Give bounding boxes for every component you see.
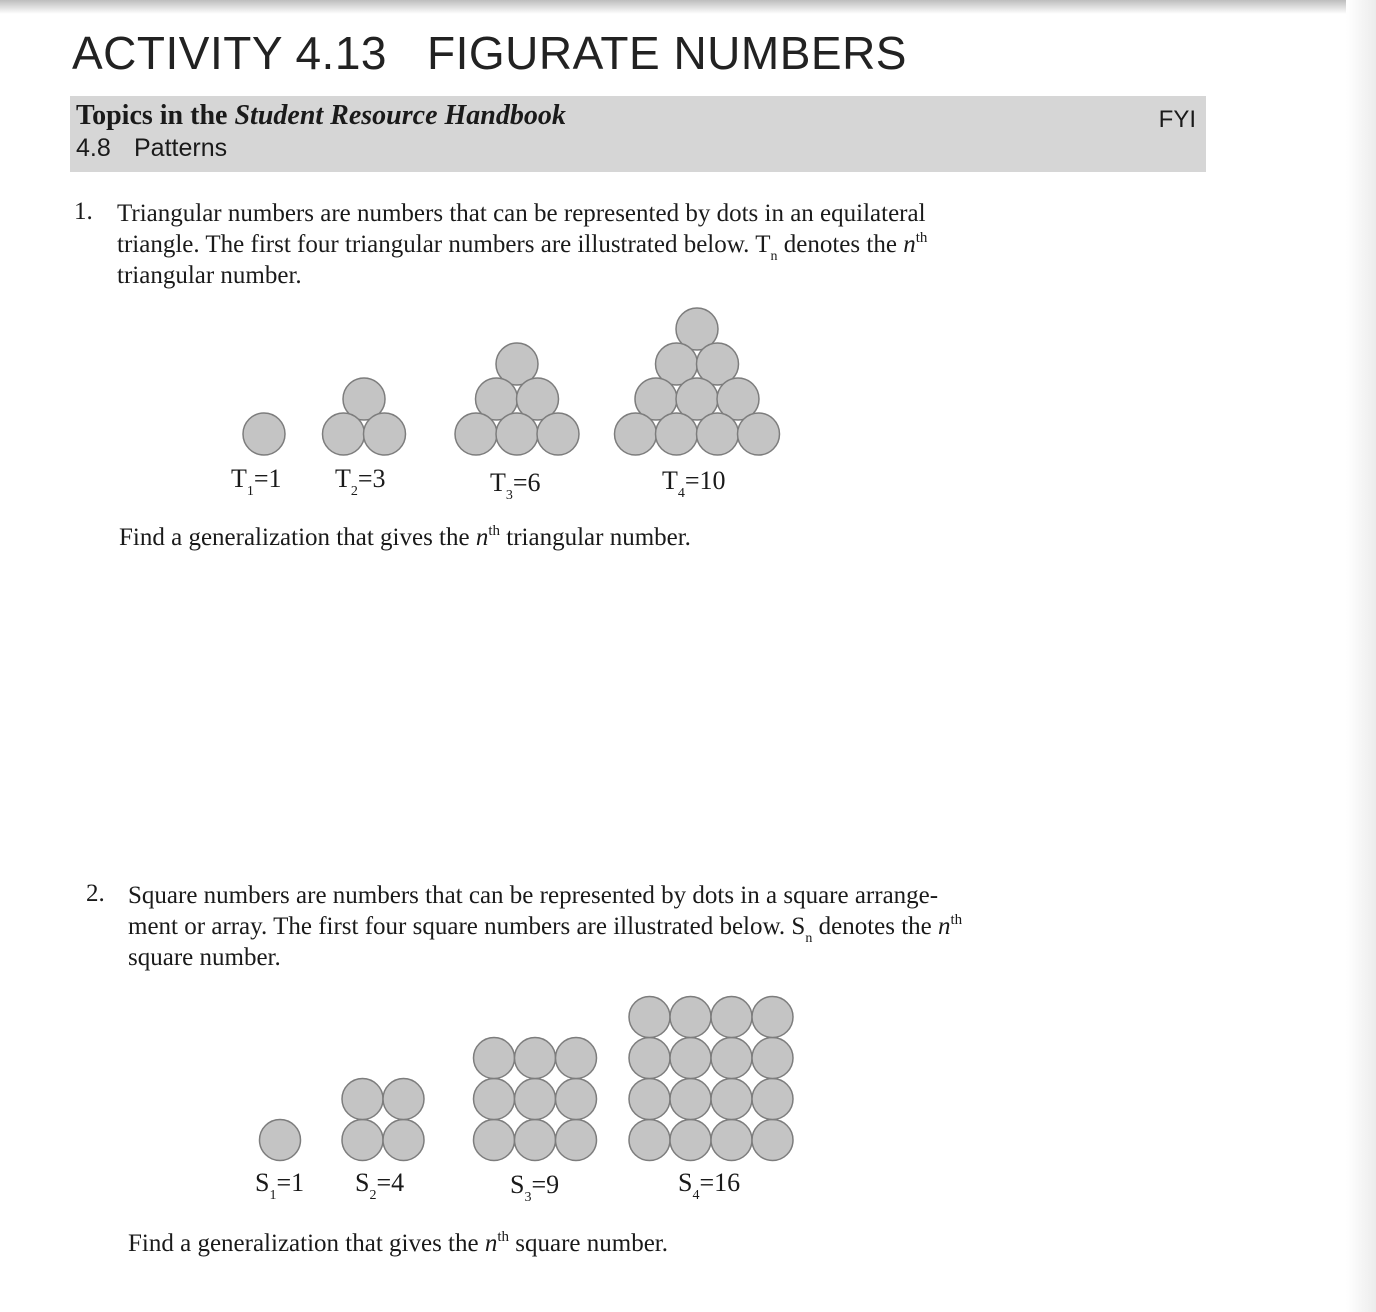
handbook-title: Student Resource Handbook xyxy=(234,100,566,131)
square-dot xyxy=(556,1079,597,1120)
label-t1: $T_1=1$ xyxy=(231,464,282,499)
square-dot xyxy=(474,1120,515,1161)
triangular-dot xyxy=(697,413,739,455)
square-dot xyxy=(629,1079,670,1120)
triangular-dot xyxy=(455,413,497,455)
label-t4: $T_4=10$ xyxy=(662,466,726,501)
question-1-number: 1. xyxy=(74,198,93,225)
square-dot xyxy=(342,1079,383,1120)
triangular-dot xyxy=(615,413,657,455)
square-dot xyxy=(629,1120,670,1161)
question-2-number: 2. xyxy=(86,880,105,907)
square-dot xyxy=(515,1038,556,1079)
question-1-prompt: Find a generalization that gives the $n^{th}$ triangular number. xyxy=(119,523,691,551)
square-dot xyxy=(556,1120,597,1161)
square-dot xyxy=(670,1079,711,1120)
square-dot xyxy=(670,1120,711,1161)
square-dot xyxy=(260,1120,301,1161)
page-edge-shadow xyxy=(1346,0,1376,1312)
square-dot xyxy=(474,1079,515,1120)
square-dot xyxy=(711,1038,752,1079)
triangular-dot xyxy=(656,413,698,455)
label-s2: $S_2=4$ xyxy=(355,1168,405,1203)
square-dot xyxy=(342,1120,383,1161)
question-2-prompt: Find a generalization that gives the $n^{th}$ square number. xyxy=(128,1229,668,1257)
square-dot xyxy=(383,1079,424,1120)
activity-number: ACTIVITY 4.13 xyxy=(72,27,388,79)
topic-reference xyxy=(76,134,227,163)
label-s4: $S_4=16$ xyxy=(678,1168,741,1203)
label-t2: $T_2=3$ xyxy=(335,464,386,499)
question-1-text: Triangular numbers are numbers that can be represented by dots in an equilateral triangle. The first four triangular numbers are illustrated below. $T_n$ denotes the $n^{th}$ triangular number. xyxy=(117,200,928,289)
square-dot xyxy=(752,1038,793,1079)
label-s1: $S_1=1$ xyxy=(255,1168,305,1203)
triangular-dot xyxy=(243,413,285,455)
label-t3: $T_3=6$ xyxy=(490,468,541,503)
square-dot xyxy=(515,1079,556,1120)
topic-number: 4.8 xyxy=(76,134,111,162)
triangular-dot-figures xyxy=(200,290,820,470)
square-dot xyxy=(670,997,711,1038)
page-top-shadow xyxy=(0,0,1376,14)
triangular-dot xyxy=(738,413,780,455)
triangular-dot xyxy=(496,413,538,455)
square-dot xyxy=(711,997,752,1038)
question-2-text: Square numbers are numbers that can be represented by dots in a square arrange- ment or array. The first four square numbers are illustrated below. $S_n$ denotes the $n^{th}$ square number. xyxy=(128,882,963,971)
square-dot xyxy=(670,1038,711,1079)
fyi-label: FYI xyxy=(1158,106,1196,133)
square-dot xyxy=(474,1038,515,1079)
label-s3: $S_3=9$ xyxy=(510,1170,560,1205)
topic-label: Patterns xyxy=(134,134,228,162)
topics-heading: Topics in the Student Resource Handbook xyxy=(76,100,566,131)
triangular-dot xyxy=(537,413,579,455)
square-dot xyxy=(711,1120,752,1161)
square-dot xyxy=(629,1038,670,1079)
square-dot xyxy=(752,1079,793,1120)
activity-name: FIGURATE NUMBERS xyxy=(427,27,907,79)
square-dot xyxy=(515,1120,556,1161)
square-dot xyxy=(629,997,670,1038)
square-dot xyxy=(383,1120,424,1161)
triangular-dot xyxy=(323,413,365,455)
square-dot xyxy=(752,997,793,1038)
page-title xyxy=(72,26,907,80)
triangular-dot xyxy=(364,413,406,455)
square-dot xyxy=(711,1079,752,1120)
square-dot-figures xyxy=(240,980,820,1170)
topics-bar xyxy=(70,96,1206,172)
square-dot xyxy=(752,1120,793,1161)
square-dot xyxy=(556,1038,597,1079)
